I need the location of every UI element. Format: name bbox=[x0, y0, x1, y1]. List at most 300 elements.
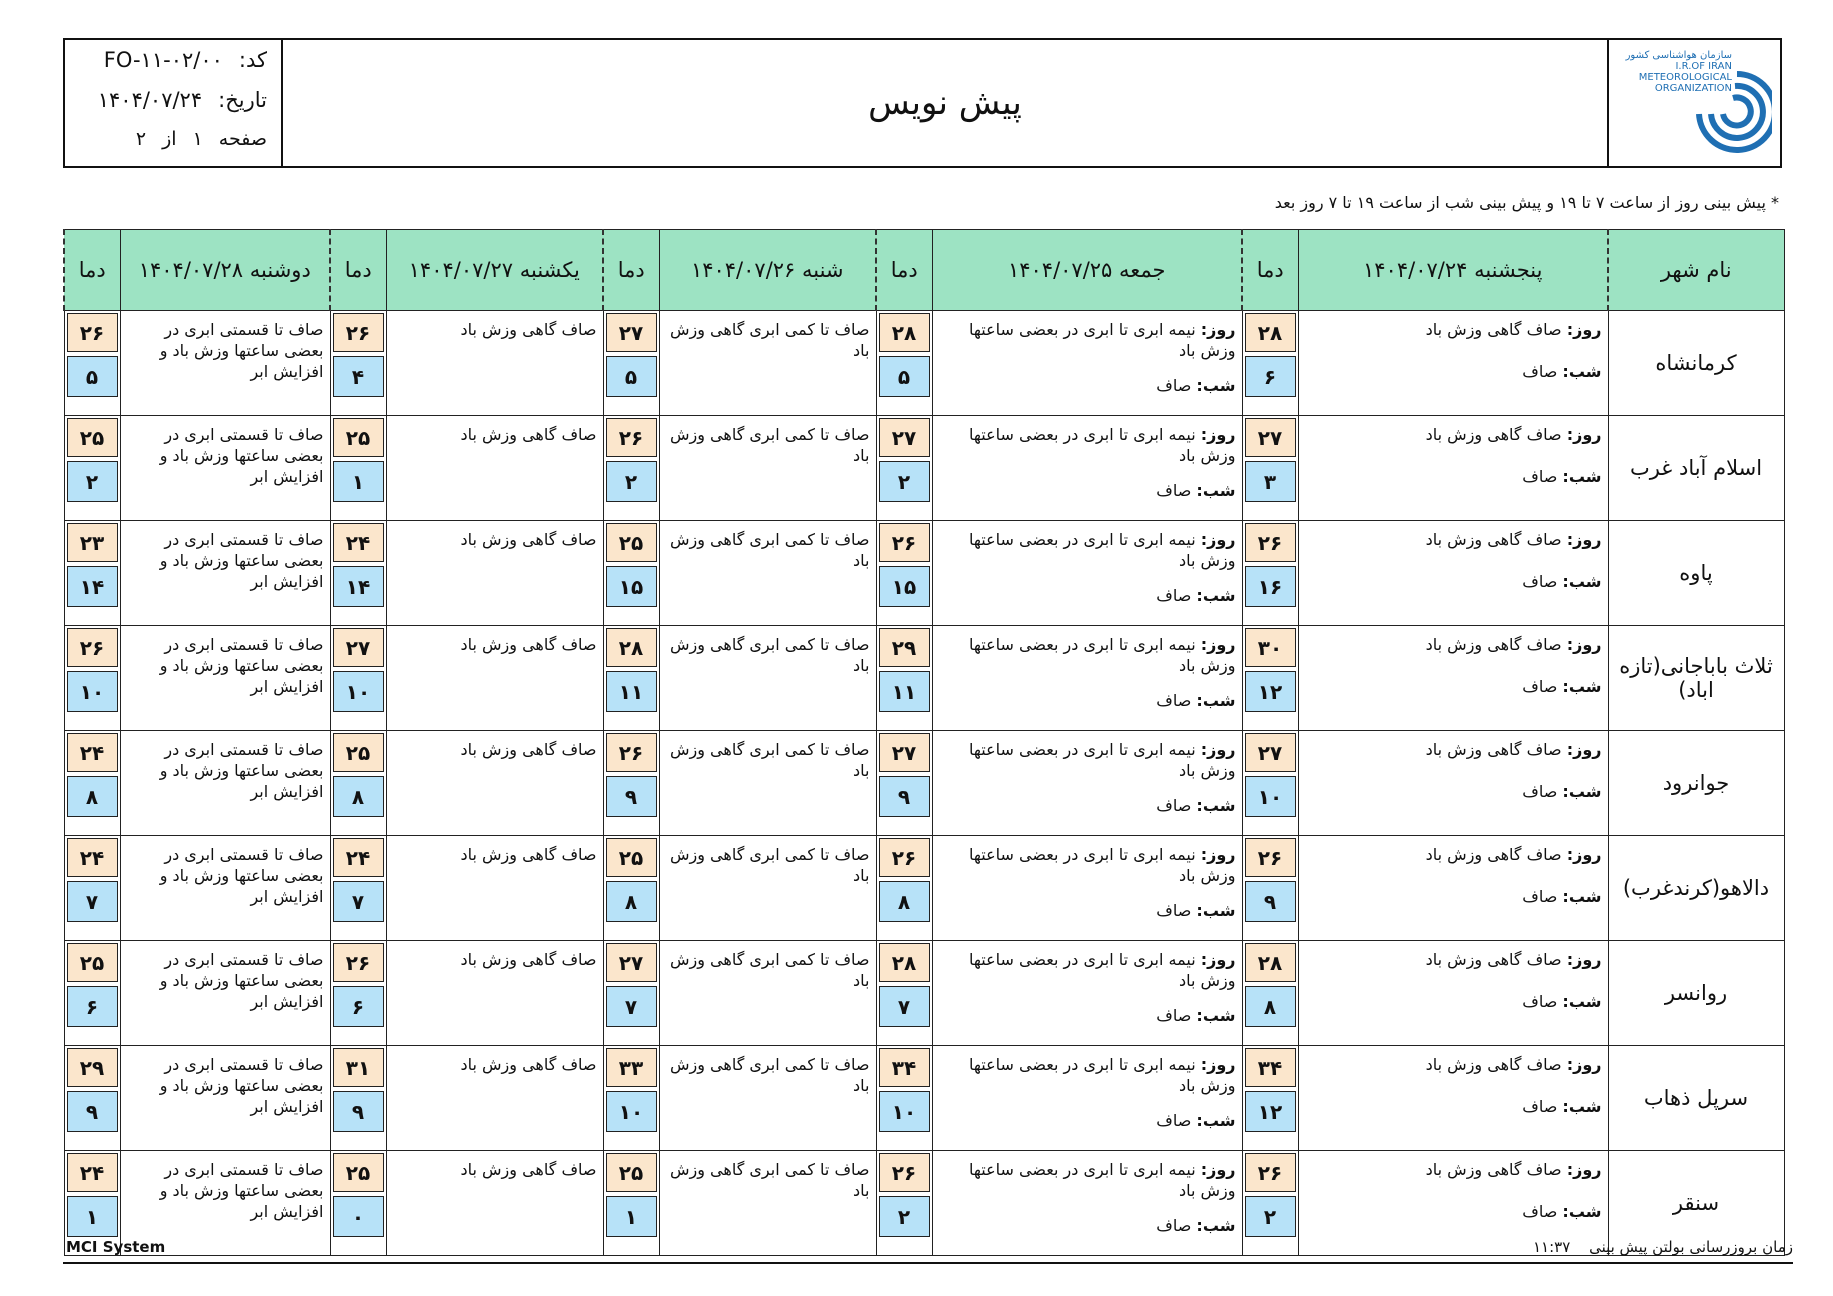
night-label: شب: bbox=[1562, 887, 1602, 906]
forecast-description bbox=[386, 731, 603, 836]
day-label: روز: bbox=[1566, 1160, 1602, 1179]
temperature-box bbox=[331, 626, 386, 722]
temperature-box bbox=[604, 311, 659, 407]
min-temperature: ۲ bbox=[879, 461, 930, 502]
max-temperature: ۳۴ bbox=[1245, 1048, 1296, 1087]
max-temperature: ۲۸ bbox=[879, 313, 930, 352]
max-temperature: ۲۶ bbox=[606, 418, 657, 457]
day-forecast bbox=[939, 844, 1236, 886]
forecast-description bbox=[1298, 521, 1608, 626]
night-label: شب: bbox=[1196, 586, 1236, 605]
temperature-cell bbox=[64, 836, 120, 941]
day-label: روز: bbox=[1566, 635, 1602, 654]
forecast-description bbox=[386, 1046, 603, 1151]
temperature-cell bbox=[876, 941, 932, 1046]
day-forecast-text: صاف گاهی وزش باد bbox=[1425, 1160, 1562, 1179]
temperature-cell bbox=[1242, 416, 1298, 521]
day-forecast-text: صاف گاهی وزش باد bbox=[1425, 635, 1562, 654]
temperature-cell bbox=[330, 836, 386, 941]
forecast-description bbox=[659, 311, 876, 416]
forecast-text: صاف گاهی وزش باد bbox=[460, 740, 597, 759]
forecast-description bbox=[386, 626, 603, 731]
min-temperature: ۱ bbox=[606, 1196, 657, 1237]
max-temperature: ۲۴ bbox=[333, 838, 384, 877]
table-row bbox=[64, 416, 1784, 521]
min-temperature: ۷ bbox=[67, 881, 118, 922]
city-cell: دالاهو(کرندغرب) bbox=[1608, 836, 1784, 941]
temperature-box bbox=[604, 521, 659, 617]
min-temperature: ۴ bbox=[333, 356, 384, 397]
temperature-box bbox=[877, 626, 932, 722]
min-temperature: ۱۱ bbox=[606, 671, 657, 712]
night-forecast bbox=[1522, 991, 1601, 1012]
day-forecast-text: نیمه ابری تا ابری در بعضی ساعتها وزش باد bbox=[969, 425, 1236, 465]
day-forecast bbox=[939, 529, 1236, 571]
day-forecast-text: نیمه ابری تا ابری در بعضی ساعتها وزش باد bbox=[969, 740, 1236, 780]
night-label: شب: bbox=[1562, 782, 1602, 801]
day-forecast-text: صاف گاهی وزش باد bbox=[1425, 530, 1562, 549]
temperature-cell bbox=[1242, 731, 1298, 836]
date-row bbox=[98, 88, 267, 112]
forecast-text: صاف گاهی وزش باد bbox=[460, 845, 597, 864]
page-of: از bbox=[162, 128, 177, 150]
min-temperature: ۵ bbox=[606, 356, 657, 397]
temperature-box bbox=[331, 416, 386, 512]
night-forecast bbox=[1522, 571, 1601, 592]
temperature-box bbox=[877, 416, 932, 512]
temperature-cell bbox=[64, 626, 120, 731]
min-temperature: ۸ bbox=[879, 881, 930, 922]
day-label: روز: bbox=[1200, 845, 1236, 864]
temperature-box bbox=[65, 311, 120, 407]
table-row bbox=[64, 626, 1784, 731]
night-label: شب: bbox=[1196, 481, 1236, 500]
day-forecast bbox=[1305, 739, 1602, 760]
page-title: پیش نویس bbox=[868, 83, 1022, 123]
night-forecast bbox=[1522, 676, 1601, 697]
temperature-box bbox=[604, 1046, 659, 1142]
day-label: روز: bbox=[1200, 950, 1236, 969]
temperature-cell bbox=[876, 1046, 932, 1151]
max-temperature: ۲۶ bbox=[879, 838, 930, 877]
forecast-description bbox=[386, 941, 603, 1046]
temperature-cell bbox=[876, 836, 932, 941]
max-temperature: ۲۷ bbox=[333, 628, 384, 667]
max-temperature: ۲۶ bbox=[1245, 523, 1296, 562]
night-label: شب: bbox=[1196, 1006, 1236, 1025]
forecast-description bbox=[386, 1151, 603, 1256]
max-temperature: ۲۵ bbox=[67, 943, 118, 982]
temperature-box bbox=[877, 1046, 932, 1142]
max-temperature: ۲۷ bbox=[879, 418, 930, 457]
day-forecast-text: نیمه ابری تا ابری در بعضی ساعتها وزش باد bbox=[969, 1055, 1236, 1095]
max-temperature: ۲۶ bbox=[67, 313, 118, 352]
temperature-box bbox=[65, 416, 120, 512]
city-cell: سنقر bbox=[1608, 1151, 1784, 1256]
min-temperature: ۷ bbox=[606, 986, 657, 1027]
city-cell: پاوه bbox=[1608, 521, 1784, 626]
day-label: روز: bbox=[1200, 425, 1236, 444]
temperature-box bbox=[877, 731, 932, 827]
forecast-text: صاف تا کمی ابری گاهی وزش باد bbox=[669, 845, 870, 885]
table-row bbox=[64, 311, 1784, 416]
page-current: ۱ bbox=[192, 128, 203, 150]
logo-line: سازمان هواشناسی کشور bbox=[1625, 50, 1732, 61]
forecast-description bbox=[932, 941, 1242, 1046]
day-forecast-text: صاف گاهی وزش باد bbox=[1425, 425, 1562, 444]
forecast-description bbox=[659, 416, 876, 521]
date-value: ۱۴۰۴/۰۷/۲۴ bbox=[97, 88, 203, 112]
min-temperature: ۲ bbox=[606, 461, 657, 502]
min-temperature: ۸ bbox=[333, 776, 384, 817]
temperature-box bbox=[604, 626, 659, 722]
temperature-box bbox=[331, 1151, 386, 1247]
forecast-text: صاف تا کمی ابری گاهی وزش باد bbox=[669, 950, 870, 990]
min-temperature: ۱۰ bbox=[333, 671, 384, 712]
night-forecast-text: صاف bbox=[1522, 572, 1558, 591]
night-label: شب: bbox=[1196, 376, 1236, 395]
night-label: شب: bbox=[1196, 796, 1236, 815]
temperature-box bbox=[65, 1151, 120, 1247]
night-forecast-text: صاف bbox=[1522, 782, 1558, 801]
code-value: FO-۱۱-۰۲/۰۰ bbox=[103, 48, 223, 72]
city-cell: سرپل ذهاب bbox=[1608, 1046, 1784, 1151]
day-label: روز: bbox=[1566, 740, 1602, 759]
forecast-description bbox=[932, 836, 1242, 941]
forecast-text: صاف تا کمی ابری گاهی وزش باد bbox=[669, 320, 870, 360]
night-forecast-text: صاف bbox=[1156, 796, 1192, 815]
page-label: صفحه bbox=[218, 128, 267, 150]
temperature-cell bbox=[64, 731, 120, 836]
min-temperature: ۸ bbox=[1245, 986, 1296, 1027]
night-forecast bbox=[1522, 781, 1601, 802]
min-temperature: ۹ bbox=[879, 776, 930, 817]
footer-system: MCI System bbox=[66, 1238, 166, 1256]
max-temperature: ۲۶ bbox=[1245, 838, 1296, 877]
night-forecast bbox=[1522, 1096, 1601, 1117]
night-forecast bbox=[1156, 690, 1235, 711]
min-temperature: ۱۵ bbox=[606, 566, 657, 607]
day-header: دوشنبه ۱۴۰۴/۰۷/۲۸ bbox=[120, 230, 330, 311]
temperature-cell bbox=[603, 311, 659, 416]
min-temperature: ۶ bbox=[333, 986, 384, 1027]
temperature-box bbox=[877, 521, 932, 617]
max-temperature: ۳۱ bbox=[333, 1048, 384, 1087]
forecast-description bbox=[386, 311, 603, 416]
day-forecast bbox=[1305, 1054, 1602, 1075]
forecast-text: صاف تا کمی ابری گاهی وزش باد bbox=[669, 635, 870, 675]
night-forecast bbox=[1156, 1215, 1235, 1236]
min-temperature: ۷ bbox=[333, 881, 384, 922]
forecast-description bbox=[659, 1151, 876, 1256]
day-header: شنبه ۱۴۰۴/۰۷/۲۶ bbox=[659, 230, 876, 311]
night-forecast bbox=[1156, 900, 1235, 921]
night-label: شب: bbox=[1562, 1202, 1602, 1221]
max-temperature: ۲۷ bbox=[879, 733, 930, 772]
day-forecast-text: نیمه ابری تا ابری در بعضی ساعتها وزش باد bbox=[969, 1160, 1236, 1200]
temperature-cell bbox=[876, 1151, 932, 1256]
max-temperature: ۲۶ bbox=[333, 313, 384, 352]
forecast-text: صاف تا کمی ابری گاهی وزش باد bbox=[669, 1160, 870, 1200]
max-temperature: ۳۴ bbox=[879, 1048, 930, 1087]
night-forecast bbox=[1156, 1110, 1235, 1131]
night-forecast-text: صاف bbox=[1156, 901, 1192, 920]
max-temperature: ۲۵ bbox=[333, 418, 384, 457]
day-forecast bbox=[1305, 1159, 1602, 1180]
forecast-description bbox=[1298, 1046, 1608, 1151]
forecast-text: صاف گاهی وزش باد bbox=[460, 320, 597, 339]
day-header: جمعه ۱۴۰۴/۰۷/۲۵ bbox=[932, 230, 1242, 311]
max-temperature: ۲۷ bbox=[606, 943, 657, 982]
forecast-description bbox=[120, 311, 330, 416]
max-temperature: ۲۹ bbox=[879, 628, 930, 667]
night-forecast-text: صاف bbox=[1156, 1006, 1192, 1025]
forecast-text: صاف تا قسمتی ابری در بعضی ساعتها وزش باد و افزایش ابر bbox=[159, 1055, 324, 1116]
min-temperature: ۷ bbox=[879, 986, 930, 1027]
temperature-cell bbox=[603, 521, 659, 626]
day-forecast bbox=[1305, 634, 1602, 655]
max-temperature: ۲۷ bbox=[1245, 418, 1296, 457]
day-label: روز: bbox=[1566, 530, 1602, 549]
temperature-box bbox=[65, 836, 120, 932]
forecast-description bbox=[932, 731, 1242, 836]
max-temperature: ۲۸ bbox=[1245, 943, 1296, 982]
night-forecast bbox=[1156, 1005, 1235, 1026]
forecast-description bbox=[659, 1046, 876, 1151]
forecast-description bbox=[932, 1046, 1242, 1151]
night-forecast-text: صاف bbox=[1156, 1216, 1192, 1235]
min-temperature: ۹ bbox=[1245, 881, 1296, 922]
night-forecast-text: صاف bbox=[1156, 586, 1192, 605]
temperature-box bbox=[1243, 1151, 1298, 1247]
max-temperature: ۲۸ bbox=[879, 943, 930, 982]
temperature-cell bbox=[1242, 521, 1298, 626]
page-row bbox=[136, 128, 267, 150]
table-body bbox=[64, 311, 1784, 1256]
forecast-description bbox=[932, 521, 1242, 626]
day-forecast bbox=[1305, 949, 1602, 970]
footer-update-value: ۱۱:۳۷ bbox=[1533, 1238, 1571, 1256]
night-forecast bbox=[1156, 480, 1235, 501]
max-temperature: ۲۸ bbox=[1245, 313, 1296, 352]
min-temperature: ۱۴ bbox=[333, 566, 384, 607]
footer-update-label: زمان بروزرسانی بولتن پیش بینی bbox=[1589, 1238, 1793, 1256]
temperature-box bbox=[331, 311, 386, 407]
forecast-text: صاف تا کمی ابری گاهی وزش باد bbox=[669, 1055, 870, 1095]
night-label: شب: bbox=[1196, 691, 1236, 710]
logo-line: I.R.OF IRAN bbox=[1675, 61, 1732, 72]
logo bbox=[1607, 40, 1780, 166]
table-row bbox=[64, 731, 1784, 836]
min-temperature: ۶ bbox=[1245, 356, 1296, 397]
day-forecast-text: نیمه ابری تا ابری در بعضی ساعتها وزش باد bbox=[969, 845, 1236, 885]
day-forecast-text: صاف گاهی وزش باد bbox=[1425, 1055, 1562, 1074]
night-label: شب: bbox=[1562, 362, 1602, 381]
forecast-description bbox=[932, 1151, 1242, 1256]
temperature-box bbox=[65, 626, 120, 722]
day-label: روز: bbox=[1566, 845, 1602, 864]
night-forecast bbox=[1522, 886, 1601, 907]
forecast-text: صاف تا کمی ابری گاهی وزش باد bbox=[669, 425, 870, 465]
night-forecast-text: صاف bbox=[1522, 1202, 1558, 1221]
day-label: روز: bbox=[1200, 635, 1236, 654]
forecast-description bbox=[659, 731, 876, 836]
min-temperature: ۱۰ bbox=[67, 671, 118, 712]
min-temperature: ۱ bbox=[333, 461, 384, 502]
min-temperature: ۱۶ bbox=[1245, 566, 1296, 607]
temperature-cell bbox=[330, 311, 386, 416]
temp-header: دما bbox=[876, 230, 932, 311]
temperature-cell bbox=[64, 416, 120, 521]
forecast-description bbox=[120, 521, 330, 626]
day-forecast-text: نیمه ابری تا ابری در بعضی ساعتها وزش باد bbox=[969, 635, 1236, 675]
min-temperature: ۱۴ bbox=[67, 566, 118, 607]
day-forecast bbox=[1305, 844, 1602, 865]
min-temperature: ۸ bbox=[67, 776, 118, 817]
max-temperature: ۲۵ bbox=[606, 523, 657, 562]
forecast-description bbox=[1298, 416, 1608, 521]
day-forecast bbox=[939, 1159, 1236, 1201]
forecast-text: صاف تا قسمتی ابری در بعضی ساعتها وزش باد و افزایش ابر bbox=[159, 950, 324, 1011]
forecast-description bbox=[386, 836, 603, 941]
temperature-cell bbox=[330, 941, 386, 1046]
temperature-cell bbox=[876, 311, 932, 416]
day-forecast bbox=[939, 424, 1236, 466]
max-temperature: ۲۳ bbox=[67, 523, 118, 562]
min-temperature: ۱۵ bbox=[879, 566, 930, 607]
min-temperature: ۱ bbox=[67, 1196, 118, 1237]
min-temperature: ۱۲ bbox=[1245, 671, 1296, 712]
day-forecast bbox=[939, 739, 1236, 781]
temperature-cell bbox=[603, 731, 659, 836]
forecast-text: صاف گاهی وزش باد bbox=[460, 425, 597, 444]
temperature-cell bbox=[330, 416, 386, 521]
night-forecast-text: صاف bbox=[1522, 992, 1558, 1011]
date-label: تاریخ: bbox=[218, 88, 267, 112]
city-header: نام شهر bbox=[1608, 230, 1784, 311]
day-header: پنجشنبه ۱۴۰۴/۰۷/۲۴ bbox=[1298, 230, 1608, 311]
night-forecast-text: صاف bbox=[1156, 691, 1192, 710]
min-temperature: ۶ bbox=[67, 986, 118, 1027]
temperature-cell bbox=[603, 1151, 659, 1256]
forecast-description bbox=[120, 731, 330, 836]
night-forecast-text: صاف bbox=[1522, 467, 1558, 486]
temperature-cell bbox=[1242, 836, 1298, 941]
day-forecast-text: نیمه ابری تا ابری در بعضی ساعتها وزش باد bbox=[969, 320, 1236, 360]
temperature-box bbox=[1243, 521, 1298, 617]
forecast-text: صاف تا قسمتی ابری در بعضی ساعتها وزش باد و افزایش ابر bbox=[159, 425, 324, 486]
night-label: شب: bbox=[1562, 677, 1602, 696]
forecast-text: صاف گاهی وزش باد bbox=[460, 635, 597, 654]
temperature-cell bbox=[64, 1046, 120, 1151]
day-label: روز: bbox=[1200, 1160, 1236, 1179]
page-total: ۲ bbox=[135, 128, 147, 150]
temperature-cell bbox=[876, 626, 932, 731]
day-forecast bbox=[939, 1054, 1236, 1096]
temperature-box bbox=[604, 941, 659, 1037]
city-cell: روانسر bbox=[1608, 941, 1784, 1046]
day-label: روز: bbox=[1566, 950, 1602, 969]
night-forecast bbox=[1522, 361, 1601, 382]
forecast-text: صاف گاهی وزش باد bbox=[460, 530, 597, 549]
min-temperature: ۳ bbox=[1245, 461, 1296, 502]
city-cell: کرمانشاه bbox=[1608, 311, 1784, 416]
temperature-cell bbox=[330, 1046, 386, 1151]
forecast-description bbox=[120, 416, 330, 521]
temperature-cell bbox=[603, 416, 659, 521]
night-forecast-text: صاف bbox=[1522, 362, 1558, 381]
max-temperature: ۲۵ bbox=[606, 838, 657, 877]
max-temperature: ۲۷ bbox=[606, 313, 657, 352]
day-forecast bbox=[939, 319, 1236, 361]
forecast-description bbox=[659, 521, 876, 626]
night-label: شب: bbox=[1196, 901, 1236, 920]
day-forecast-text: صاف گاهی وزش باد bbox=[1425, 845, 1562, 864]
day-forecast bbox=[1305, 319, 1602, 340]
night-label: شب: bbox=[1562, 467, 1602, 486]
table-row bbox=[64, 1151, 1784, 1256]
forecast-description bbox=[386, 416, 603, 521]
night-forecast bbox=[1522, 466, 1601, 487]
max-temperature: ۲۶ bbox=[1245, 1153, 1296, 1192]
max-temperature: ۲۹ bbox=[67, 1048, 118, 1087]
temperature-box bbox=[1243, 836, 1298, 932]
footer-update-time bbox=[1533, 1238, 1793, 1256]
min-temperature: ۱۰ bbox=[606, 1091, 657, 1132]
forecast-description bbox=[1298, 731, 1608, 836]
forecast-time-note: * پیش بینی روز از ساعت ۷ تا ۱۹ و پیش بینی شب از ساعت ۱۹ تا ۷ روز بعد bbox=[1274, 193, 1779, 212]
city-cell: ثلاث باباجانی(تازه اباد) bbox=[1608, 626, 1784, 731]
code-row bbox=[104, 48, 267, 72]
day-forecast bbox=[939, 949, 1236, 991]
max-temperature: ۲۶ bbox=[333, 943, 384, 982]
day-label: روز: bbox=[1200, 320, 1236, 339]
logo-line: ORGANIZATION bbox=[1654, 83, 1732, 94]
day-label: روز: bbox=[1566, 1055, 1602, 1074]
forecast-text: صاف تا قسمتی ابری در بعضی ساعتها وزش باد و افزایش ابر bbox=[159, 740, 324, 801]
max-temperature: ۲۴ bbox=[67, 838, 118, 877]
temperature-box bbox=[1243, 311, 1298, 407]
min-temperature: ۲ bbox=[1245, 1196, 1296, 1237]
forecast-description bbox=[120, 941, 330, 1046]
temperature-cell bbox=[876, 731, 932, 836]
forecast-table bbox=[63, 229, 1785, 1256]
temperature-cell bbox=[64, 311, 120, 416]
table-row bbox=[64, 521, 1784, 626]
max-temperature: ۲۴ bbox=[67, 1153, 118, 1192]
day-forecast bbox=[939, 634, 1236, 676]
forecast-description bbox=[659, 941, 876, 1046]
min-temperature: ۰ bbox=[333, 1196, 384, 1237]
forecast-description bbox=[1298, 311, 1608, 416]
temperature-box bbox=[1243, 626, 1298, 722]
temperature-cell bbox=[603, 836, 659, 941]
night-forecast-text: صاف bbox=[1522, 887, 1558, 906]
code-label: کد: bbox=[238, 48, 267, 72]
temperature-cell bbox=[1242, 626, 1298, 731]
forecast-description bbox=[120, 836, 330, 941]
night-label: شب: bbox=[1196, 1111, 1236, 1130]
temperature-cell bbox=[603, 626, 659, 731]
temperature-box bbox=[604, 1151, 659, 1247]
max-temperature: ۲۶ bbox=[67, 628, 118, 667]
day-label: روز: bbox=[1566, 320, 1602, 339]
min-temperature: ۲ bbox=[67, 461, 118, 502]
day-forecast bbox=[1305, 529, 1602, 550]
temperature-box bbox=[331, 836, 386, 932]
day-header: یکشنبه ۱۴۰۴/۰۷/۲۷ bbox=[386, 230, 603, 311]
max-temperature: ۳۳ bbox=[606, 1048, 657, 1087]
